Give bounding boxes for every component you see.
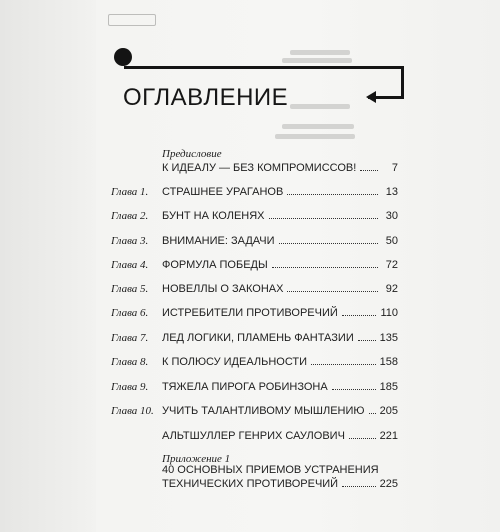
- toc-entry-chapter-5[interactable]: [0, 281, 500, 299]
- bleed-through-tag: [108, 14, 156, 26]
- toc-entry-label: Глава 7.: [111, 332, 149, 344]
- dot-leader: [311, 363, 376, 365]
- toc-entry-title: ВНИМАНИЕ: ЗАДАЧИ: [162, 235, 275, 247]
- toc-entry-chapter-10[interactable]: [0, 403, 500, 421]
- toc-entry-page: 221: [379, 430, 398, 442]
- dot-leader: [342, 314, 377, 316]
- toc-entry-chapter-4[interactable]: [0, 257, 500, 275]
- toc-entry-title: СТРАШНЕЕ УРАГАНОВ: [162, 186, 284, 198]
- appendix-title-line-1: 40 ОСНОВНЫХ ПРИЕМОВ УСТРАНЕНИЯ: [162, 464, 379, 476]
- toc-entry-title: НОВЕЛЛЫ О ЗАКОНАХ: [162, 283, 284, 295]
- appendix-title-line-2: ТЕХНИЧЕСКИХ ПРОТИВОРЕЧИЙ: [162, 478, 339, 490]
- toc-entry-page: 158: [379, 356, 398, 368]
- page-title: ОГЛАВЛЕНИЕ: [123, 84, 289, 111]
- toc-entry-page: 50: [385, 235, 398, 247]
- arrow-left-icon: [366, 91, 376, 103]
- toc-entry-title: ЛЕД ЛОГИКИ, ПЛАМЕНЬ ФАНТАЗИИ: [162, 332, 354, 344]
- toc-entry-preface[interactable]: [0, 160, 500, 178]
- dot-leader: [349, 437, 376, 439]
- dot-leader: [342, 485, 376, 487]
- dot-leader: [369, 412, 376, 414]
- bleed-through-line: [290, 104, 350, 109]
- toc-entry-label: Глава 10.: [111, 405, 154, 417]
- toc-entry-label: Глава 6.: [111, 307, 149, 319]
- toc-entry-title: ФОРМУЛА ПОБЕДЫ: [162, 259, 268, 271]
- toc-entry-title: ИСТРЕБИТЕЛИ ПРОТИВОРЕЧИЙ: [162, 307, 338, 319]
- toc-entry-label: Глава 5.: [111, 283, 149, 295]
- toc-entry-label: Глава 3.: [111, 235, 149, 247]
- toc-entry-page: 7: [391, 162, 398, 174]
- toc-entry-chapter-3[interactable]: [0, 233, 500, 251]
- bleed-through-line: [275, 134, 355, 139]
- toc-entry-page: 72: [385, 259, 398, 271]
- header-rule: [124, 66, 404, 69]
- toc-entry-title: УЧИТЬ ТАЛАНТЛИВОМУ МЫШЛЕНИЮ: [162, 405, 365, 417]
- toc-entry-page: 185: [379, 381, 398, 393]
- toc-entry-title: К ИДЕАЛУ — БЕЗ КОМПРОМИССОВ!: [162, 162, 357, 174]
- toc-entry-page: 110: [380, 307, 398, 319]
- toc-entry-author[interactable]: [0, 428, 500, 446]
- header-rule-vertical: [401, 66, 404, 99]
- dot-leader: [269, 217, 378, 219]
- header-dot-marker: [114, 48, 132, 66]
- dot-leader: [287, 193, 378, 195]
- toc-entry-page: 30: [385, 210, 398, 222]
- toc-entry-title: БУНТ НА КОЛЕНЯХ: [162, 210, 265, 222]
- toc-entry-chapter-6[interactable]: [0, 305, 500, 323]
- dot-leader: [279, 242, 379, 244]
- toc-entry-title: ТЯЖЕЛА ПИРОГА РОБИНЗОНА: [162, 381, 328, 393]
- toc-entry-page: 225: [379, 478, 398, 490]
- toc-entry-page: 13: [385, 186, 398, 198]
- dot-leader: [360, 169, 378, 171]
- bleed-through-line: [290, 50, 350, 55]
- toc-entry-label: Глава 8.: [111, 356, 149, 368]
- dot-leader: [358, 339, 376, 341]
- toc-entry-chapter-2[interactable]: [0, 208, 500, 226]
- preface-label: Предисловие: [162, 148, 222, 160]
- toc-entry-title: К ПОЛЮСУ ИДЕАЛЬНОСТИ: [162, 356, 308, 368]
- toc-entry-label: Глава 4.: [111, 259, 149, 271]
- appendix-label: Приложение 1: [162, 453, 231, 465]
- toc-entry-chapter-8[interactable]: [0, 354, 500, 372]
- toc-entry-chapter-9[interactable]: [0, 379, 500, 397]
- dot-leader: [272, 266, 378, 268]
- toc-entry-label: Глава 1.: [111, 186, 149, 198]
- dot-leader: [332, 388, 376, 390]
- bleed-through-line: [282, 124, 354, 129]
- toc-entry-chapter-1[interactable]: [0, 184, 500, 202]
- toc-entry-chapter-7[interactable]: [0, 330, 500, 348]
- toc-entry-label: Глава 9.: [111, 381, 149, 393]
- toc-entry-label: Глава 2.: [111, 210, 149, 222]
- toc-entry-page: 205: [379, 405, 398, 417]
- bleed-through-line: [282, 58, 352, 63]
- toc-entry-title: АЛЬТШУЛЛЕР ГЕНРИХ САУЛОВИЧ: [162, 430, 345, 442]
- toc-entry-appendix-1[interactable]: [162, 464, 398, 492]
- toc-entry-page: 92: [385, 283, 398, 295]
- dot-leader: [287, 290, 378, 292]
- toc-entry-page: 135: [379, 332, 398, 344]
